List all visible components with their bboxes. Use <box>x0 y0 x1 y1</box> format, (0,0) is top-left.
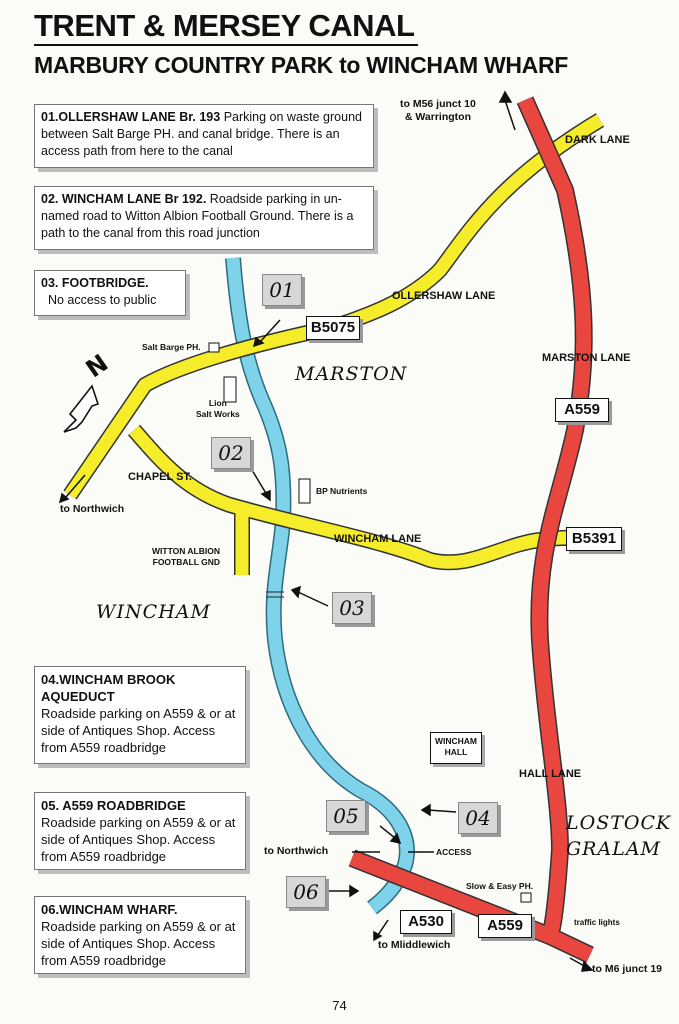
label-traffic-lights: traffic lights <box>574 918 620 927</box>
town-wincham: WINCHAM <box>96 601 211 623</box>
label-ollershaw-lane: OLLERSHAW LANE <box>392 290 496 302</box>
town-lostock-gralam: LOSTOCK GRALAM <box>566 812 672 860</box>
map-subtitle: MARBURY COUNTRY PARK to WINCHAM WHARF <box>34 52 569 78</box>
info-box-03 <box>34 270 186 316</box>
bp-nutrients-building <box>299 479 310 503</box>
direction-northwich-west: to Northwich <box>60 503 125 515</box>
town-marston: MARSTON <box>295 363 408 385</box>
info-box-04 <box>34 666 246 764</box>
info-text-02: Roadside parking in un-named road to Witton Albion Football Ground. There is a path to the canal from this road junction <box>41 192 354 240</box>
direction-middlewich: to Mliddlewich <box>378 939 451 951</box>
map-title: TRENT & MERSEY CANAL <box>34 8 418 46</box>
label-dark-lane: DARK LANE <box>565 134 630 146</box>
label-witton-albion: WITTON ALBION FOOTBALL GND <box>152 546 220 567</box>
marker-03: 03 <box>332 592 372 624</box>
info-text-03: No access to public <box>47 293 157 307</box>
info-box-05 <box>34 792 246 870</box>
page-number: 74 <box>332 998 347 1013</box>
marker-01: 01 <box>262 274 302 306</box>
salt-barge-building <box>209 343 219 352</box>
label-access: ACCESS <box>436 847 472 857</box>
label-salt-barge: Salt Barge PH. <box>142 342 201 352</box>
info-box-06 <box>34 896 246 974</box>
direction-m56: to M56 junct 10 & Warrington <box>400 98 476 123</box>
info-box-01 <box>34 104 374 168</box>
info-text-05: Roadside parking on A559 & or at side of Antiques Shop. Access from A559 roadbridge <box>41 815 236 864</box>
marker-05: 05 <box>326 800 366 832</box>
info-box-02 <box>34 186 374 250</box>
wincham-hall-box <box>430 732 482 764</box>
label-lion-salt-works: Lion Salt Works <box>196 398 240 419</box>
info-heading-06: 06.WINCHAM WHARF. <box>41 902 178 917</box>
info-text-04: Roadside parking on A559 & or at side of Antiques Shop. Access from A559 roadbridge <box>41 706 236 755</box>
road-number-a559-south: A559 <box>478 914 532 938</box>
info-text-06: Roadside parking on A559 & or at side of Antiques Shop. Access from A559 roadbridge <box>41 919 236 968</box>
info-heading-03: 03. FOOTBRIDGE. <box>41 276 149 290</box>
info-text-01: Parking on waste ground between Salt Barge PH. and canal bridge. There is an access path from here to the canal <box>41 110 362 158</box>
road-number-a530: A530 <box>400 910 452 934</box>
info-heading-04: 04.WINCHAM BROOK AQUEDUCT <box>41 672 176 704</box>
marker-02: 02 <box>211 437 251 469</box>
label-wincham-lane: WINCHAM LANE <box>334 533 422 545</box>
info-heading-01: 01.OLLERSHAW LANE Br. 193 <box>41 110 221 124</box>
road-number-b5075: B5075 <box>306 316 360 340</box>
info-heading-05: 05. A559 ROADBRIDGE <box>41 798 186 813</box>
label-marston-lane: MARSTON LANE <box>542 352 631 364</box>
direction-m6: to M6 junct 19 <box>592 963 663 975</box>
marker-04: 04 <box>458 802 498 834</box>
label-chapel-st: CHAPEL ST. <box>128 471 192 483</box>
slow-easy-building <box>521 893 531 902</box>
label-slow-easy: Slow & Easy PH. <box>466 881 534 891</box>
label-bp-nutrients: BP Nutrients <box>316 486 368 496</box>
north-arrow-icon <box>64 386 98 432</box>
road-number-b5391: B5391 <box>566 527 622 551</box>
label-wincham-hall: WINCHAM HALL <box>434 736 478 757</box>
direction-northwich-south: to Northwich <box>264 845 329 857</box>
road-number-a559-north: A559 <box>555 398 609 422</box>
marker-06: 06 <box>286 876 326 908</box>
info-heading-02: 02. WINCHAM LANE Br 192. <box>41 192 207 206</box>
north-label: N <box>80 348 114 384</box>
label-hall-lane: HALL LANE <box>519 768 582 780</box>
